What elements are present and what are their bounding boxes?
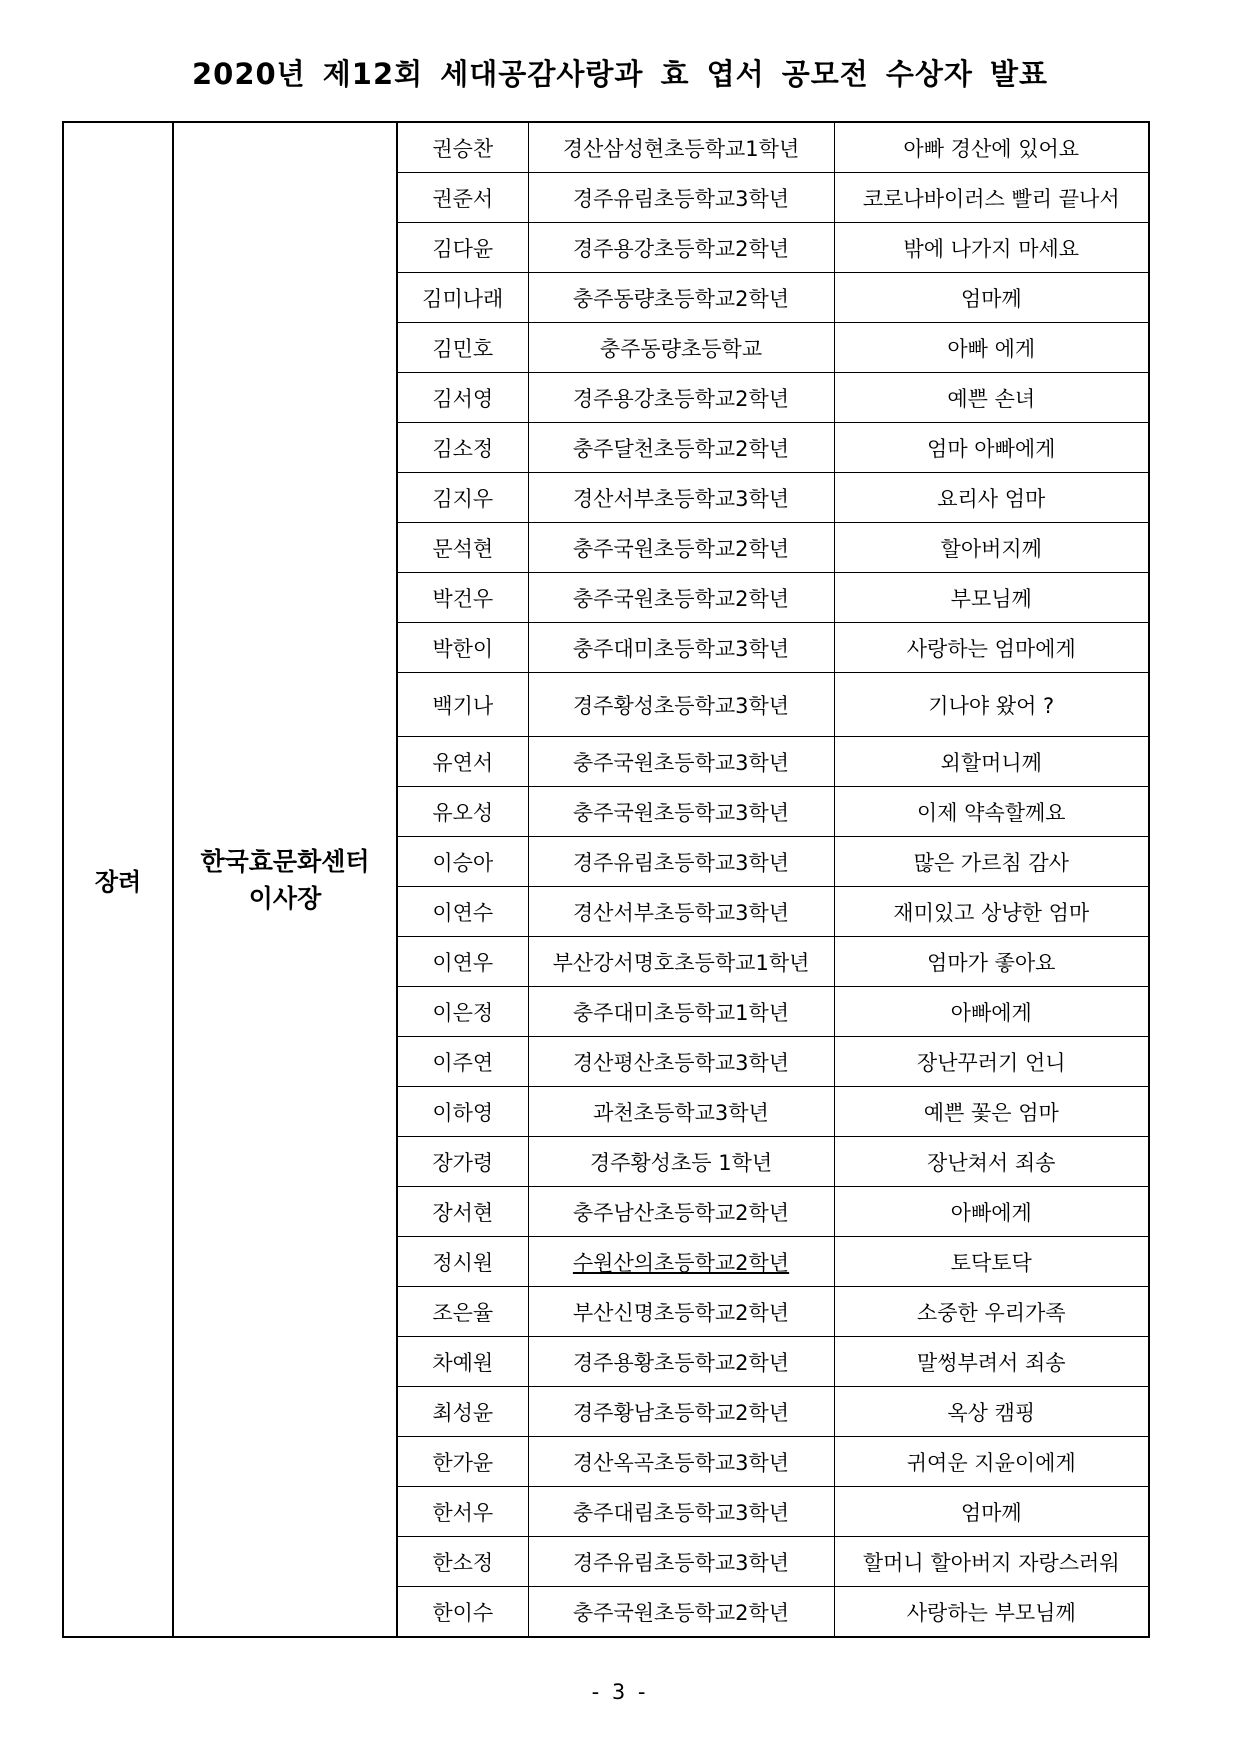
winner-school: 경주용강초등학교2학년 (528, 223, 834, 273)
winner-name: 김다윤 (397, 223, 528, 273)
winner-school: 경산서부초등학교3학년 (528, 887, 834, 937)
winner-work-title: 소중한 우리가족 (834, 1287, 1149, 1337)
winner-school: 부산신명초등학교2학년 (528, 1287, 834, 1337)
winner-school: 경산서부초등학교3학년 (528, 473, 834, 523)
winner-work-title: 재미있고 상냥한 엄마 (834, 887, 1149, 937)
winner-school: 경산옥곡초등학교3학년 (528, 1437, 834, 1487)
winner-name: 한가윤 (397, 1437, 528, 1487)
winner-school: 충주국원초등학교3학년 (528, 787, 834, 837)
winner-name: 한서우 (397, 1487, 528, 1537)
award-rank: 장려 (63, 122, 173, 1637)
winner-name: 한이수 (397, 1587, 528, 1638)
winner-school: 충주국원초등학교3학년 (528, 737, 834, 787)
winner-work-title: 아빠 경산에 있어요 (834, 122, 1149, 173)
winner-name: 이승아 (397, 837, 528, 887)
winner-work-title: 할머니 할아버지 자랑스러워 (834, 1537, 1149, 1587)
winner-name: 이연우 (397, 937, 528, 987)
winner-school: 경주황성초등 1학년 (528, 1137, 834, 1187)
winner-name: 김서영 (397, 373, 528, 423)
winner-work-title: 장난쳐서 죄송 (834, 1137, 1149, 1187)
winner-school: 경주황성초등학교3학년 (528, 673, 834, 737)
winner-name: 이은정 (397, 987, 528, 1037)
winner-work-title: 엄마 아빠에게 (834, 423, 1149, 473)
winner-name: 김소정 (397, 423, 528, 473)
winner-name: 장가령 (397, 1137, 528, 1187)
winner-work-title: 사랑하는 부모님께 (834, 1587, 1149, 1638)
winner-work-title: 예쁜 손녀 (834, 373, 1149, 423)
winner-work-title: 말썽부려서 죄송 (834, 1337, 1149, 1387)
winner-name: 장서현 (397, 1187, 528, 1237)
winner-name: 조은율 (397, 1287, 528, 1337)
winner-work-title: 귀여운 지윤이에게 (834, 1437, 1149, 1487)
winner-work-title: 코로나바이러스 빨리 끝나서 (834, 173, 1149, 223)
winner-work-title: 많은 가르침 감사 (834, 837, 1149, 887)
winner-work-title: 부모님께 (834, 573, 1149, 623)
winner-work-title: 예쁜 꽃은 엄마 (834, 1087, 1149, 1137)
winner-work-title: 아빠에게 (834, 987, 1149, 1037)
winner-name: 권준서 (397, 173, 528, 223)
winner-name: 이연수 (397, 887, 528, 937)
winner-school: 충주대미초등학교1학년 (528, 987, 834, 1037)
winner-name: 권승찬 (397, 122, 528, 173)
winner-school: 경주유림초등학교3학년 (528, 1537, 834, 1587)
winner-school: 충주달천초등학교2학년 (528, 423, 834, 473)
winner-school: 경주용강초등학교2학년 (528, 373, 834, 423)
winner-work-title: 아빠 에게 (834, 323, 1149, 373)
winner-work-title: 할아버지께 (834, 523, 1149, 573)
winner-school: 충주국원초등학교2학년 (528, 573, 834, 623)
winner-school: 부산강서명호초등학교1학년 (528, 937, 834, 987)
winner-work-title: 옥상 캠핑 (834, 1387, 1149, 1437)
winner-name: 백기나 (397, 673, 528, 737)
award-name-line2: 이사장 (248, 883, 322, 913)
winner-work-title: 이제 약속할께요 (834, 787, 1149, 837)
winner-work-title: 요리사 엄마 (834, 473, 1149, 523)
winner-work-title: 엄마께 (834, 1487, 1149, 1537)
winner-name: 차예원 (397, 1337, 528, 1387)
winner-work-title: 밖에 나가지 마세요 (834, 223, 1149, 273)
winner-work-title: 아빠에게 (834, 1187, 1149, 1237)
winner-name: 정시원 (397, 1237, 528, 1287)
winner-name: 김민호 (397, 323, 528, 373)
winner-school: 충주동량초등학교2학년 (528, 273, 834, 323)
winner-work-title: 장난꾸러기 언니 (834, 1037, 1149, 1087)
winner-name: 한소정 (397, 1537, 528, 1587)
winner-school: 경산평산초등학교3학년 (528, 1037, 834, 1087)
page-number: - 3 - (591, 1680, 649, 1704)
winner-school: 충주국원초등학교2학년 (528, 1587, 834, 1638)
winner-name: 김미나래 (397, 273, 528, 323)
page-title: 2020년 제12회 세대공감사랑과 효 엽서 공모전 수상자 발표 (191, 57, 1049, 91)
winner-work-title: 엄마께 (834, 273, 1149, 323)
winner-school (528, 1237, 834, 1287)
winner-name: 이주연 (397, 1037, 528, 1087)
winner-school: 충주대림초등학교3학년 (528, 1487, 834, 1537)
winner-name: 박건우 (397, 573, 528, 623)
winner-work-title: 엄마가 좋아요 (834, 937, 1149, 987)
award-name (173, 122, 397, 1637)
winner-school: 경주유림초등학교3학년 (528, 173, 834, 223)
awards-table (62, 121, 1150, 1638)
winner-school: 경산삼성현초등학교1학년 (528, 122, 834, 173)
winner-name: 유오성 (397, 787, 528, 837)
winner-work-title: 기나야 왔어 ? (834, 673, 1149, 737)
winner-work-title: 사랑하는 엄마에게 (834, 623, 1149, 673)
award-name-line1: 한국효문화센터 (200, 846, 370, 876)
winner-name: 유연서 (397, 737, 528, 787)
winner-work-title: 외할머니께 (834, 737, 1149, 787)
winner-school: 충주국원초등학교2학년 (528, 523, 834, 573)
winner-school: 경주유림초등학교3학년 (528, 837, 834, 887)
winner-name: 이하영 (397, 1087, 528, 1137)
winner-work-title: 토닥토닥 (834, 1237, 1149, 1287)
winner-name: 김지우 (397, 473, 528, 523)
winner-name: 박한이 (397, 623, 528, 673)
winner-school-underlined: 수원산의초등학교2학년 (572, 1250, 790, 1275)
winner-name: 최성윤 (397, 1387, 528, 1437)
awards-table-body (63, 122, 1149, 1637)
winner-school: 경주용황초등학교2학년 (528, 1337, 834, 1387)
winner-school: 충주남산초등학교2학년 (528, 1187, 834, 1237)
winner-name: 문석현 (397, 523, 528, 573)
winner-school: 과천초등학교3학년 (528, 1087, 834, 1137)
winner-school: 충주대미초등학교3학년 (528, 623, 834, 673)
winner-school: 충주동량초등학교 (528, 323, 834, 373)
table-row (63, 122, 1149, 173)
winner-school: 경주황남초등학교2학년 (528, 1387, 834, 1437)
